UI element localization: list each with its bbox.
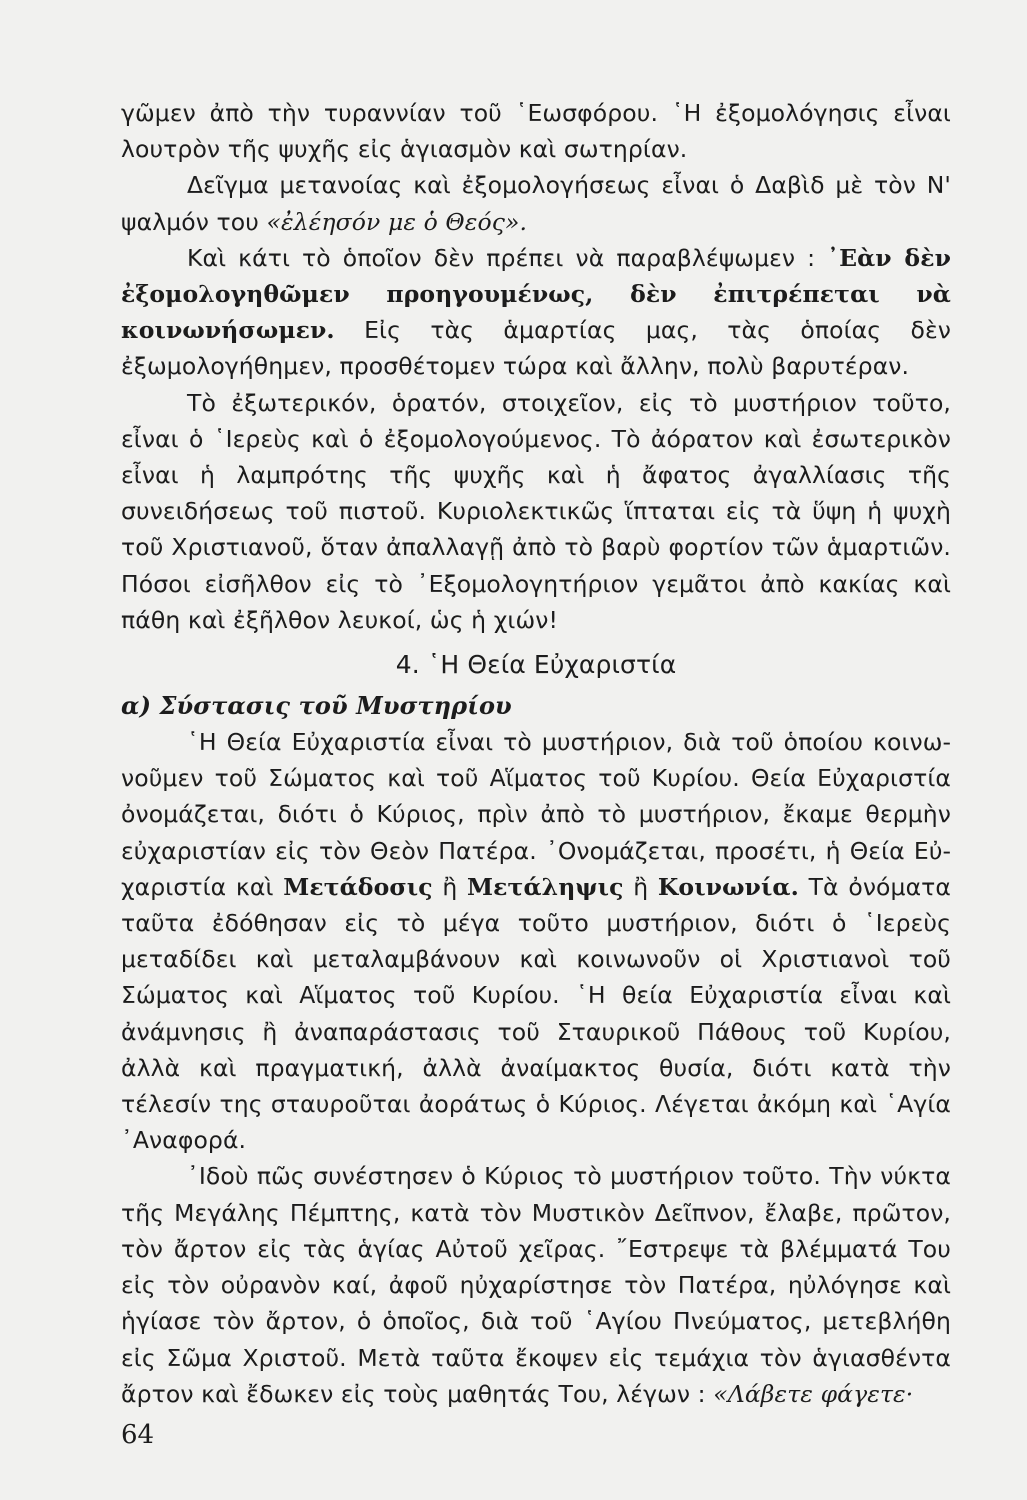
- term-metalipsis: Μετάληψις: [467, 872, 624, 901]
- paragraph-confession-end: [121, 95, 951, 167]
- subsection-heading: α) Σύστασις τοῦ Μυστηρίου: [121, 691, 512, 721]
- paragraph-text: Εἰς τὰς ἁμαρτίας μας, τὰς ὁποίας δὲν ἐξωμολογήθημεν, προσθέτομεν τώρα καὶ ἄλλην, πολὺ βαρυτέραν.: [121, 316, 951, 381]
- scripture-quote: «Λάβετε φάγετε·: [713, 1379, 914, 1408]
- section-heading: 4. ῾Η Θεία Εὐχαριστία: [395, 650, 677, 680]
- paragraph-text: Καὶ κάτι τὸ ὁποῖον δὲν πρέπει νὰ παραβλέψωμεν :: [187, 243, 828, 272]
- term-metadosis: Μετάδοσις: [283, 872, 433, 901]
- paragraph-institution: [121, 1158, 951, 1411]
- paragraph-text: Δεῖγμα μετανοίας καὶ ἐξομολογήσεως εἶναι ὁ Δαβὶδ μὲ τὸν Ν' ψαλμόν του: [121, 171, 951, 236]
- paragraph-text: γῶμεν ἀπὸ τὴν τυραννίαν τοῦ ῾Εωσφόρου. ῾Η ἐξομολόγησις εἶναι λουτρὸν τῆς ψυχῆς εἰς ἁγιασμὸν καὶ σωτηρίαν.: [121, 99, 951, 164]
- paragraph-david-example: [121, 167, 951, 239]
- paragraph-text: Τὰ ὀνόματα ταῦτα ἐδόθησαν εἰς τὸ μέγα τοῦτο μυστήριον, διότι ὁ ῾Ιερεὺς μεταδίδει καὶ μεταλαμβάνουν καὶ κοινωνοῦν οἱ Χριστιανοὶ τοῦ Σώματος καὶ Αἵματος τοῦ Κυρίου. ῾Η θεία Εὐχαριστία εἶναι καὶ ἀνάμνησις ἢ ἀναπαράστασις τοῦ Σταυρικοῦ Πάθους τοῦ Κυρίου, ἀλλὰ καὶ πραγματική, ἀλλὰ ἀναίμακτος θυσία, διότι κατὰ τὴν τέλεσίν της σταυροῦται ἀοράτως ὁ Κύριος. Λέγεται ἀκόμη καὶ ῾Αγία ᾽Αναφορά.: [121, 872, 952, 1155]
- paragraph-text: ἢ: [623, 872, 658, 901]
- emphasized-warning: ᾽Εὰν δὲν ἐξομολογηθῶμεν προηγουμένως, δὲν ἐπιτρέπεται νὰ κοινωνήσωμεν.: [121, 243, 951, 345]
- page-number: 64: [121, 1420, 155, 1450]
- paragraph-warning: [121, 240, 951, 385]
- psalm-quote: «ἐλέησόν με ὁ Θεός».: [266, 207, 528, 236]
- paragraph-text: ῾Η Θεία Εὐχαριστία εἶναι τὸ μυστήριον, διὰ τοῦ ὁποίου κοινωνοῦμεν τοῦ Σώματος καὶ τοῦ Αἵματος τοῦ Κυρίου. Θεία Εὐχαριστία ὀνομάζεται, διότι ὁ Κύριος, πρὶν ἀπὸ τὸ μυστήριον, ἔκαμε θερμὴν εὐχαριστίαν εἰς τὸν Θεὸν Πατέρα. ᾽Ονομάζεται, προσέτι, ἡ Θεία Εὐχαριστία καὶ: [121, 728, 951, 901]
- paragraph-text: ἢ: [432, 872, 468, 901]
- paragraph-text: Τὸ ἐξωτερικόν, ὁρατόν, στοιχεῖον, εἰς τὸ μυστήριον τοῦτο, εἶναι ὁ ῾Ιερεὺς καὶ ὁ ἐξομολογούμενος. Τὸ ἀόρατον καὶ ἐσωτερικὸν εἶναι ἡ λαμπρότης τῆς ψυχῆς καὶ ἡ ἄφατος ἀγαλλίασις τῆς συνειδήσεως τοῦ πιστοῦ. Κυριολεκτικῶς ἵπταται εἰς τὰ ὕψη ἡ ψυχὴ τοῦ Χριστιανοῦ, ὅταν ἀπαλλαγῇ ἀπὸ τὸ βαρὺ φορτίον τῶν ἁμαρτιῶν. Πόσοι εἰσῆλθον εἰς τὸ ᾽Εξομολογητήριον γεμᾶτοι ἀπὸ κακίας καὶ πάθη καὶ ἐξῆλθον λευκοί, ὡς ἡ χιών!: [121, 388, 951, 634]
- term-koinonia: Κοινωνία.: [657, 872, 799, 901]
- paragraph-eucharist-definition: [121, 724, 951, 1158]
- paragraph-text: ᾽Ιδοὺ πῶς συνέστησεν ὁ Κύριος τὸ μυστήριον τοῦτο. Τὴν νύκτα τῆς Μεγάλης Πέμπτης, κατὰ τὸν Μυστικὸν Δεῖπνον, ἔλαβε, πρῶτον, τὸν ἄρτον εἰς τὰς ἁγίας Αὐτοῦ χεῖρας. ῎Εστρεψε τὰ βλέμματά Του εἰς τὸν οὐρανὸν καί, ἀφοῦ ηὐχαρίστησε τὸν Πατέρα, ηὐλόγησε καὶ ἡγίασε τὸν ἄρτον, ὁ ὁποῖος, διὰ τοῦ ῾Αγίου Πνεύματος, μετεβλήθη εἰς Σῶμα Χριστοῦ. Μετὰ ταῦτα ἔκοψεν εἰς τεμάχια τὸν ἁγιασθέντα ἄρτον καὶ ἔδωκεν εἰς τοὺς μαθητάς Του, λέγων :: [121, 1162, 951, 1408]
- body-text: [121, 95, 951, 1412]
- paragraph-external-element: [121, 385, 951, 638]
